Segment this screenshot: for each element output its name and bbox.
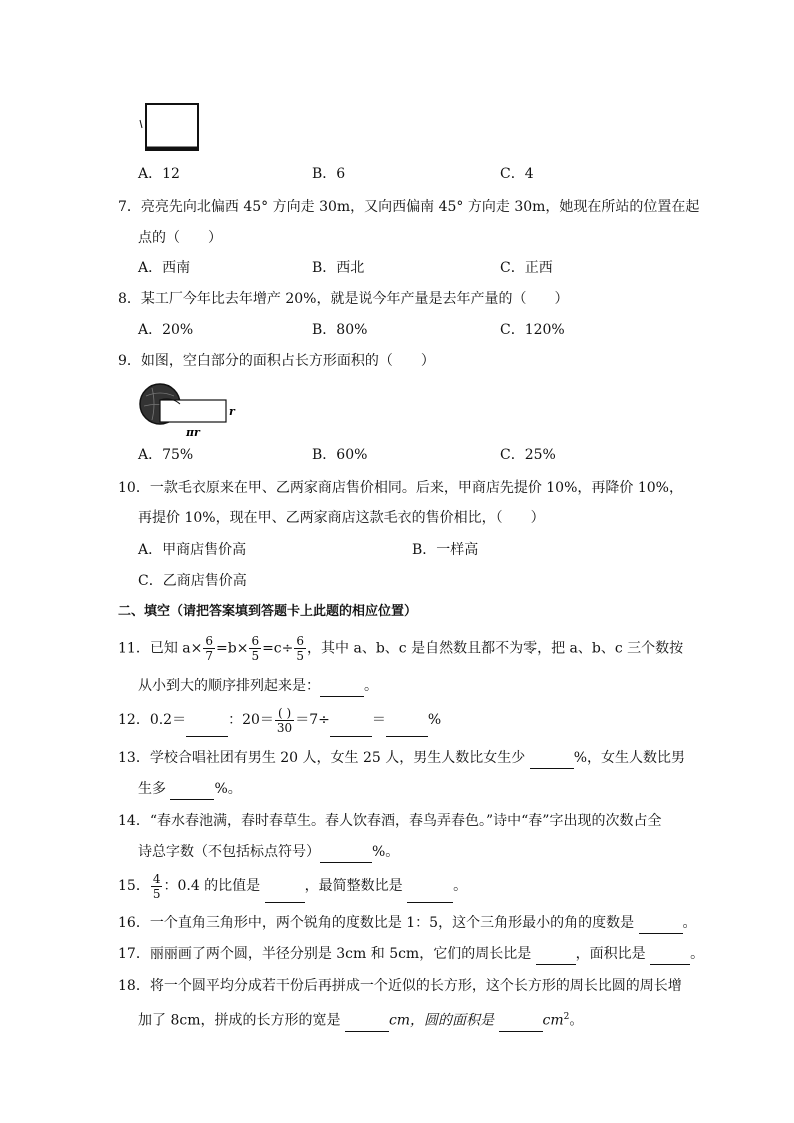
- q16-blank[interactable]: [639, 913, 683, 934]
- q17-stem: [118, 944, 704, 965]
- q16-stem: [118, 913, 697, 934]
- q16-end: 。: [682, 915, 697, 931]
- q11-c-div: =c÷: [262, 640, 294, 657]
- q17-blank-2[interactable]: [650, 944, 690, 965]
- q14-blank[interactable]: [320, 842, 372, 863]
- q12-blank-1[interactable]: [186, 704, 228, 737]
- q12-f-numerator[interactable]: ( ): [275, 706, 294, 721]
- q15-end: 。: [453, 878, 468, 894]
- q10-option-b[interactable]: B．一样高: [412, 542, 479, 558]
- q12-stem: [118, 704, 441, 737]
- q15-stem: [118, 870, 467, 903]
- q17-mid: ，面积比是: [575, 946, 646, 962]
- q12-colon-20: ：20＝: [228, 712, 274, 728]
- q11-end: 。: [364, 678, 378, 694]
- q7-option-b[interactable]: B．西北: [312, 260, 365, 276]
- q11-f3-denominator: 5: [296, 649, 305, 663]
- q16-text: 16．一个直角三角形中，两个锐角的度数比是 1：5，这个三角形最小的角的度数是: [118, 915, 635, 931]
- q7-option-c[interactable]: C．正西: [500, 260, 553, 276]
- q15-fraction: [151, 872, 163, 901]
- q11-fraction-3: [294, 634, 306, 663]
- q9-figure: [138, 382, 248, 440]
- q15-f-numerator: 4: [152, 871, 161, 886]
- q13-middle: %，女生人数比男: [573, 750, 686, 766]
- q13-blank-1[interactable]: [530, 748, 574, 769]
- q17-blank-1[interactable]: [536, 944, 576, 965]
- q18-stem-line1: 18．将一个圆平均分成若干份后再拼成一个近似的长方形，这个长方形的周长比圆的周长增: [118, 978, 682, 994]
- q18-line2-text: 加了 8cm，拼成的长方形的宽是: [138, 1012, 341, 1029]
- q11-f2-denominator: 5: [251, 649, 260, 663]
- q11-line2-text: 从小到大的顺序排列起来是：: [138, 678, 320, 694]
- q11-f3-numerator: 6: [296, 634, 305, 648]
- q7-stem-line1: 7．亮亮先向北偏西 45° 方向走 30m，又向西偏南 45° 方向走 30m，她现在所站的位置在起: [118, 199, 700, 215]
- q18-end: 。: [569, 1012, 584, 1029]
- q18-unit: cm: [542, 1012, 564, 1029]
- q11-f1-denominator: 7: [205, 649, 213, 663]
- q11-suffix: ，其中 a、b、c 是自然数且都不为零，把 a、b、c 三个数按: [307, 640, 684, 657]
- q17-text: 17．丽丽画了两个圆，半径分别是 3cm 和 5cm，它们的周长比是: [118, 946, 532, 962]
- q17-end: 。: [690, 946, 705, 962]
- q12-seven-div: ＝7÷: [295, 712, 330, 728]
- q7-stem-line2: 点的（ ）: [138, 230, 222, 246]
- q12-prefix: 12．0.2＝: [118, 712, 187, 728]
- q11-f2-numerator: 6: [251, 634, 260, 648]
- q11-a-times: a×: [182, 640, 203, 657]
- section-heading-fill-in: 二、填空（请把答案填到答题卡上此题的相应位置）: [118, 604, 418, 619]
- q9-fig-label-pir: πr: [186, 426, 200, 439]
- q6-figure: [138, 100, 204, 156]
- q9-option-b[interactable]: B．60%: [312, 447, 368, 463]
- q13-stem-line1: [118, 748, 685, 769]
- q13-line2-text: 生多: [138, 781, 166, 797]
- q9-fig-label-r: r: [229, 405, 235, 418]
- q11-stem-line1: [118, 634, 683, 663]
- q9-option-a[interactable]: A．75%: [138, 447, 194, 463]
- q10-stem-line1: 10．一款毛衣原来在甲、乙两家商店售价相同。后来，甲商店先提价 10%，再降价 10%，: [118, 480, 683, 496]
- q9-stem: 9．如图，空白部分的面积占长方形面积的（ ）: [118, 353, 435, 369]
- q18-unit-superscript: 2: [563, 1012, 570, 1022]
- q9-option-c[interactable]: C．25%: [500, 447, 556, 463]
- q11-b-times: =b×: [216, 640, 249, 657]
- q8-option-b[interactable]: B．80%: [312, 322, 368, 338]
- q13-prefix: 13．学校合唱社团有男生 20 人，女生 25 人，男生人数比女生少: [118, 750, 526, 766]
- q11-fraction-1: [203, 634, 215, 663]
- q12-equals: ＝: [371, 712, 386, 728]
- q12-f-denominator: 30: [276, 720, 293, 735]
- q11-answer-blank[interactable]: [320, 676, 364, 697]
- q12-blank-2[interactable]: [330, 704, 372, 737]
- q8-stem: 8．某工厂今年比去年增产 20%，就是说今年产量是去年产量的（ ）: [118, 291, 569, 307]
- q15-blank-2[interactable]: [407, 870, 453, 903]
- q18-mid: cm，圆的面积是: [388, 1012, 495, 1029]
- q12-fraction: [275, 706, 294, 735]
- q14-stem-line1: 14．“春水春池满，春时春草生。春人饮春酒，春鸟弄春色。”诗中“春”字出现的次数占全: [118, 813, 662, 829]
- q11-stem-line2: [138, 676, 378, 697]
- q10-option-a[interactable]: A．甲商店售价高: [138, 542, 247, 558]
- q11-f1-numerator: 6: [205, 634, 213, 648]
- q12-blank-3[interactable]: [386, 704, 428, 737]
- q15-simplest-text: ，最简整数比是: [304, 878, 403, 894]
- q15-f-denominator: 5: [152, 886, 161, 901]
- q18-blank-1[interactable]: [345, 1011, 389, 1032]
- q18-blank-2[interactable]: [499, 1011, 543, 1032]
- q13-end: %。: [214, 781, 242, 797]
- q6-option-c[interactable]: C．4: [500, 166, 534, 182]
- q18-stem-line2: [138, 1007, 583, 1032]
- q7-option-a[interactable]: A．西南: [138, 260, 191, 276]
- q12-percent: %: [427, 712, 442, 728]
- q13-stem-line2: [138, 779, 242, 800]
- q11-prefix: 11．已知: [118, 640, 178, 657]
- q14-end: %。: [372, 844, 400, 860]
- q10-option-c[interactable]: C．乙商店售价高: [138, 573, 247, 589]
- q15-prefix: 15．: [118, 878, 150, 894]
- q6-option-a[interactable]: A．12: [138, 166, 180, 182]
- q14-line2-text: 诗总字数（不包括标点符号）: [138, 844, 320, 860]
- q8-option-a[interactable]: A．20%: [138, 322, 194, 338]
- q11-fraction-2: [249, 634, 261, 663]
- q13-blank-2[interactable]: [170, 779, 214, 800]
- q10-stem-line2: 再提价 10%，现在甲、乙两家商店这款毛衣的售价相比，（ ）: [138, 510, 545, 526]
- q15-blank-1[interactable]: [265, 870, 305, 903]
- q15-ratio-text: ：0.4 的比值是: [163, 878, 261, 894]
- q8-option-c[interactable]: C．120%: [500, 322, 565, 338]
- q14-stem-line2: [138, 842, 399, 863]
- q6-option-b[interactable]: B．6: [312, 166, 346, 182]
